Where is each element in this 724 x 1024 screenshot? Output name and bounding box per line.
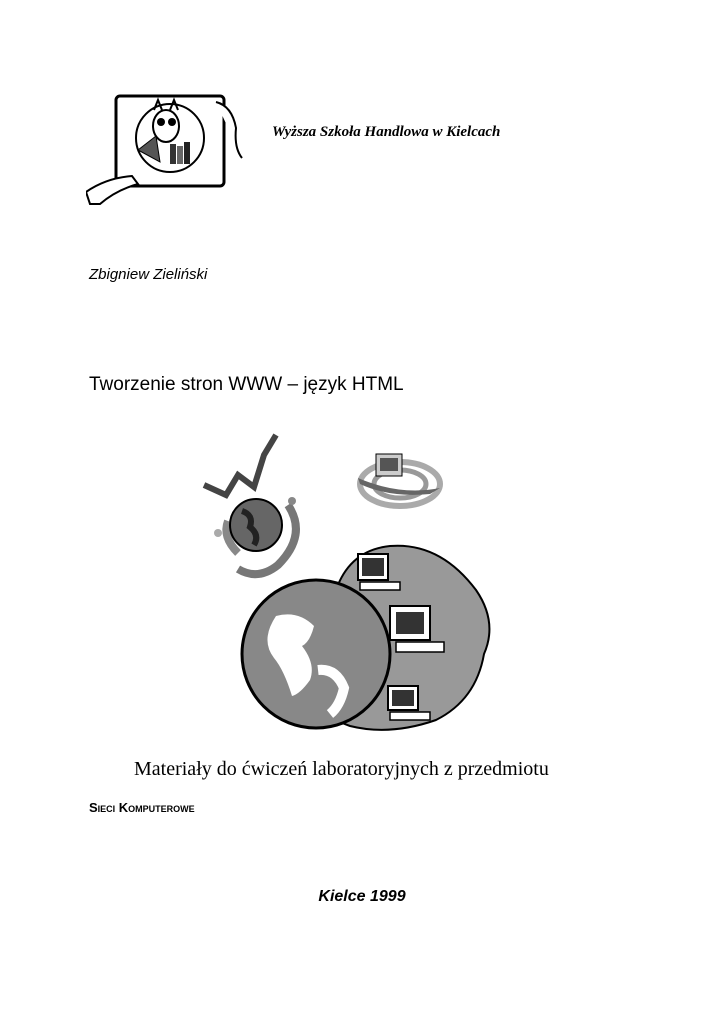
- computer-network-globe-icon: [240, 530, 500, 740]
- flying-computer-icon: [350, 444, 446, 514]
- materials-line: Materiały do ćwiczeń laboratoryjnych z przedmiotu: [134, 758, 549, 780]
- author-name: Zbigniew Zieliński: [89, 266, 208, 283]
- school-name: Wyższa Szkoła Handlowa w Kielcach: [272, 124, 501, 140]
- document-title: Tworzenie stron WWW – język HTML: [89, 374, 404, 395]
- place-year: Kielce 1999: [318, 888, 406, 905]
- subject-name: Sieci Komputerowe: [89, 800, 195, 815]
- owl-logo-icon: [86, 92, 246, 212]
